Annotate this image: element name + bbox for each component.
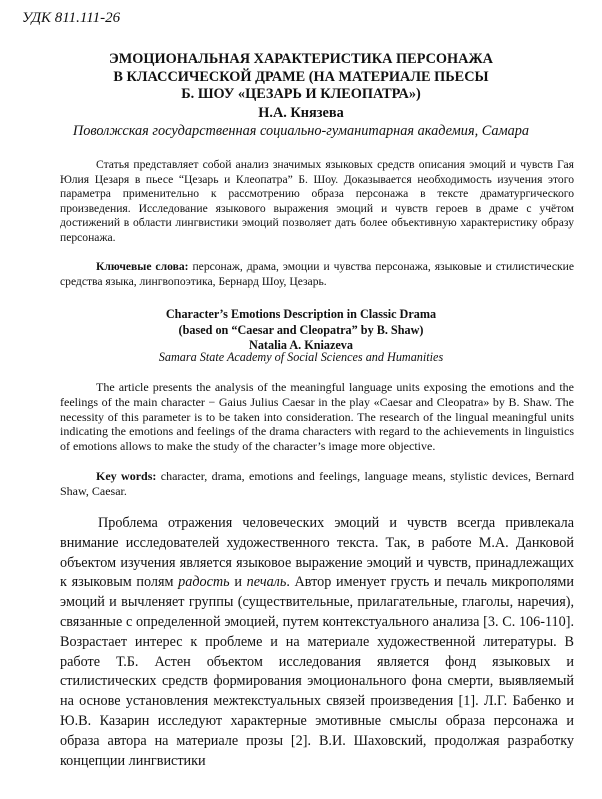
abstract-en [60, 380, 574, 454]
title-line: Б. ШОУ «ЦЕЗАРЬ И КЛЕОПАТРА») [181, 86, 421, 102]
article-title-ru [40, 51, 562, 104]
abstract-ru-text: Статья представляет собой анализ значимых языковых средств описания эмоций и чувств Гая Юлия Цезаря в пьесе “Цезарь и Клеопатра” Б. Шоу. Доказывается необходимость изучения этого параметра применительно к рассмотрению образа персонажа в тексте драматургического произведения. Исследование языкового выражения эмоций и чувств героев в драме с учётом достижений в области лингвистики эмоций позволяет дать более объективную характеристику образу персонажа. [60, 158, 574, 244]
title-line: Character’s Emotions Description in Classic Drama [165, 307, 437, 321]
keywords-ru-text: персонаж, драма, эмоции и чувства персонажа, языковые и стилистические средства языка, лингвопоэтика, Бернард Шоу, Цезарь. [60, 260, 574, 288]
author-en: Natalia A. Kniazeva [249, 338, 353, 353]
body-italic: радость [178, 574, 230, 591]
affiliation-ru: Поволжская государственная социально-гуманитарная академия, Самара [72, 123, 530, 139]
affiliation-en: Samara State Academy of Social Sciences and Humanities [158, 350, 444, 364]
body-italic: печаль [246, 574, 287, 591]
body-text: . Автор именует грусть и печаль микрополями эмоций и вычленяет группы (существительные, прилагательные, глаголы, наречия), связанные с определенной эмоцией, путем контекстуального анализа [3. С. 106-110]. Возрастает интерес к проблеме и на материале художественной литературы. В работе Т.Б. Астен объектом исследования является фонд языковых и стилистических средств формирования эмоционального фона смерти, выявляемый на основе установления межтекстуальных связей произведения [1]. Л.Г. Бабенко и Ю.В. Казарин исследуют характерные эмотивные смыслы образа персонажа и образа автора на материале прозы [2]. В.И. Шаховский, продолжая разработку концепции лингвистики [60, 574, 574, 769]
body-text: и [229, 574, 247, 591]
abstract-en-text: The article presents the analysis of the meaningful language units exposing the emotions and the feelings of the main character − Gaius Julius Caesar in the play «Caesar and Cleopatra» by B. Shaw. The necessity of this parameter is to be taken into consideration. The research of the lingual meaningful units indicating the emotions and feelings of the drama characters with regard to the achievements in linguistics of emotions allows to make the study of the character’s image more objective. [60, 380, 574, 454]
article-title-en [0, 307, 602, 354]
udk-code: УДК 811.111-26 [22, 10, 121, 26]
keywords-en [60, 469, 574, 499]
keywords-en-label: Key words: [96, 469, 157, 483]
title-line: ЭМОЦИОНАЛЬНАЯ ХАРАКТЕРИСТИКА ПЕРСОНАЖА [109, 51, 493, 67]
title-line: (based on “Caesar and Cleopatra” by B. Shaw) [178, 322, 424, 337]
body-text: Проблема отражения человеческих эмоций и чувств всегда привлекала внимание исследователей художественного текста. Так, в работе М.А. Данковой объектом изучения является языковое выражение эмоций и чувств, принадлежащих к языковым полям [60, 515, 574, 591]
keywords-ru-label: Ключевые слова: [96, 260, 189, 273]
keywords-en-text: character, drama, emotions and feelings, language means, stylistic devices, Bernard Shaw, Caesar. [60, 469, 574, 498]
keywords-ru [60, 260, 574, 289]
abstract-ru [60, 158, 574, 246]
author-ru: Н.А. Князева [258, 105, 344, 121]
title-line: В КЛАССИЧЕСКОЙ ДРАМЕ (НА МАТЕРИАЛЕ ПЬЕСЫ [113, 68, 489, 85]
body-paragraph [60, 514, 574, 771]
